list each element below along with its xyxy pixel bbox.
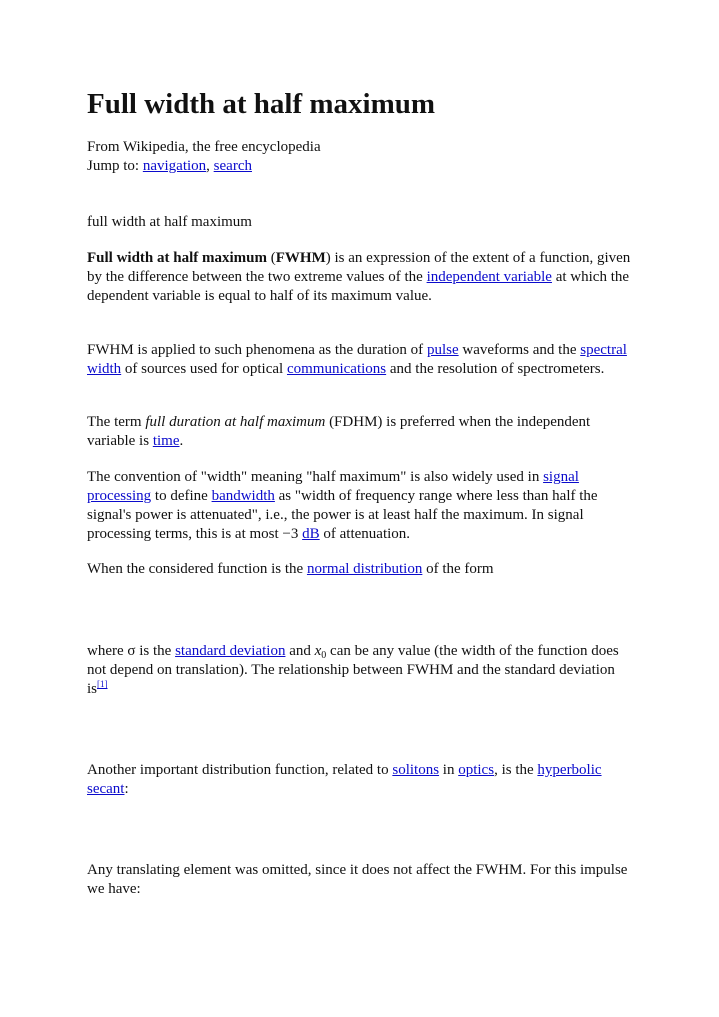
site-subtitle: From Wikipedia, the free encyclopedia [87,139,321,155]
independent-variable-link[interactable]: independent variable [426,269,552,285]
time-link[interactable]: time [152,433,180,449]
term-italic: full duration at half maximum [145,414,326,430]
normal-distribution-link[interactable]: normal distribution [306,561,423,577]
term-bold: Full width at half maximum [87,250,268,266]
bandwidth-link[interactable]: bandwidth [211,488,275,504]
signal-processing-link[interactable]: signal processing [87,469,579,504]
paragraph-intro: Full width at half maximum (FWHM) is an expression of the extent of a function, given by the difference between the two extreme values of the independent variable at which the dependent variable is equal to half of its maximum value. [87,250,631,304]
paragraph-hyperbolic: Another important distribution function, related to solitons in optics, is the hyperbolic secant: [87,762,602,797]
abbr-fwhm: FWHM [275,250,326,266]
jump-links: Jump to: navigation, search [87,158,252,174]
reference-link[interactable]: [1] [97,679,108,689]
navigation-link[interactable]: navigation [142,158,207,174]
standard-deviation-link[interactable]: standard deviation [175,643,286,659]
paragraph-fdhm: The term full duration at half maximum (FDHM) is preferred when the independent variable is time. [87,414,591,449]
solitons-link[interactable]: solitons [392,762,440,778]
pulse-link[interactable]: pulse [426,342,459,358]
communications-link[interactable]: communications [286,361,387,377]
paragraph-sigma: where σ is the standard deviation and $x_0$ can be any value (the width of the function does not depend on translation). The relationship between FWHM and the standard deviation is[1] [87,643,619,697]
spectral-width-link[interactable]: spectral width [87,342,627,377]
optics-link[interactable]: optics [458,762,495,778]
paragraph-impulse: Any translating element was omitted, since it does not affect the FWHM. For this impulse we have: [87,862,628,897]
paragraph-applications: FWHM is applied to such phenomena as the duration of pulse waveforms and the spectral width of sources used for optical communications and the resolution of spectrometers. [87,342,627,377]
db-link[interactable]: dB [302,526,320,542]
paragraph-normal: When the considered function is the normal distribution of the form [87,561,494,577]
image-caption: full width at half maximum [87,214,252,230]
page-title: Full width at half maximum [87,88,436,120]
hyperbolic-secant-link[interactable]: hyperbolic secant [87,762,602,797]
paragraph-signal: The convention of "width" meaning "half maximum" is also widely used in signal processing to define bandwidth as "width of frequency range where less than half the signal's power is attenuated", i.e., the power is at least half the maximum. In signal processing terms, this is at most −3 dB of attenuation. [87,469,598,542]
search-link[interactable]: search [213,158,252,174]
